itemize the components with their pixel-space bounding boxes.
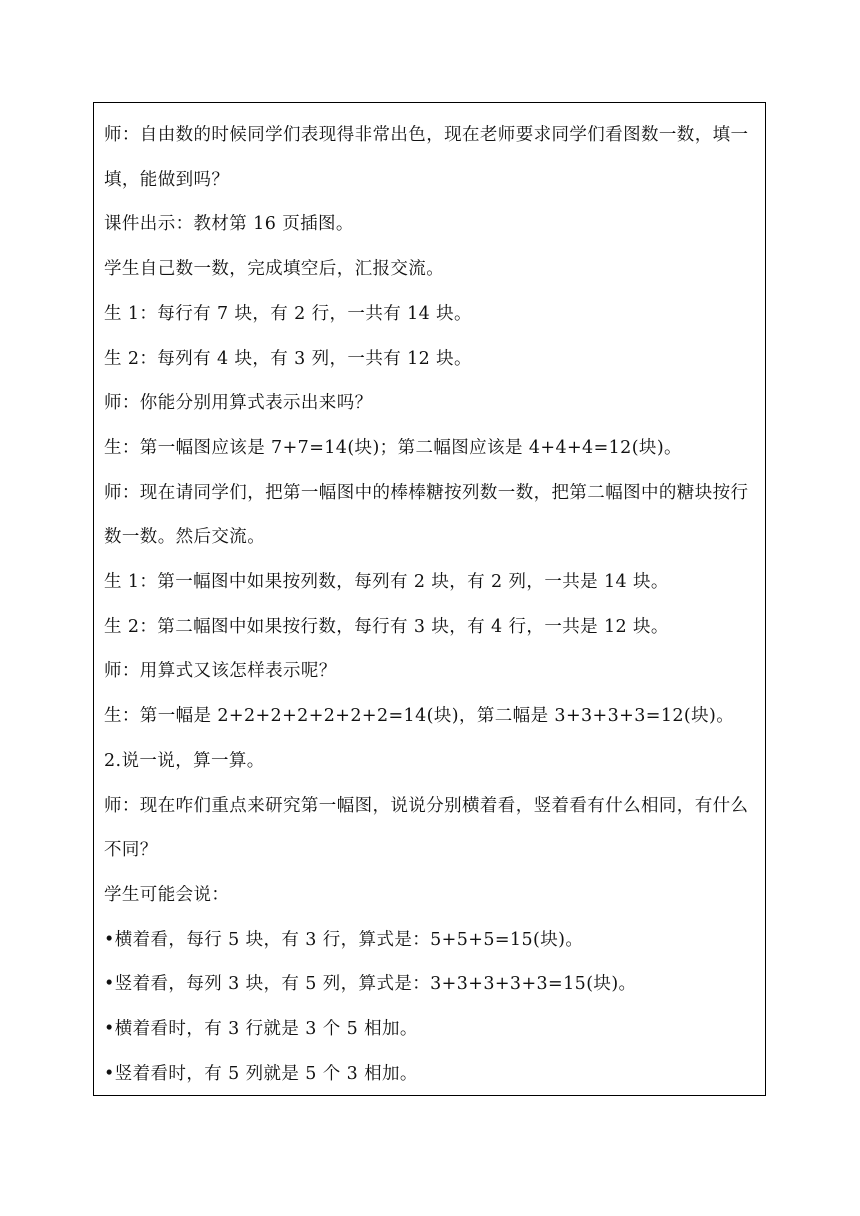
teacher-question: 师：你能分别用算式表示出来吗？ bbox=[104, 393, 373, 414]
teacher-instruction: 师：现在请同学们，把第一幅图中的棒棒糖按列数一数，把第二幅图中的糖块按行数一数。然后交流。 bbox=[104, 482, 749, 548]
student-might-say: 学生可能会说： bbox=[104, 884, 230, 905]
student-activity: 学生自己数一数，完成填空后，汇报交流。 bbox=[104, 259, 445, 280]
bullet-horizontal-view: •横着看，每行 5 块，有 3 行，算式是：5+5+5=15(块)。 bbox=[104, 929, 584, 950]
student-2-row-count: 生 2：第二幅图中如果按行数，每行有 3 块，有 4 行，一共是 12 块。 bbox=[104, 616, 669, 637]
bullet-horizontal-summary: •横着看时，有 3 行就是 3 个 5 相加。 bbox=[104, 1019, 418, 1040]
teacher-compare-question: 师：现在咋们重点来研究第一幅图，说说分别横着看，竖着看有什么相同，有什么不同？ bbox=[104, 795, 749, 861]
lesson-text-box bbox=[93, 102, 766, 1096]
student-2-answer: 生 2：每列有 4 块，有 3 列，一共有 12 块。 bbox=[104, 348, 472, 369]
student-formula-answer: 生：第一幅图应该是 7+7=14(块)；第二幅图应该是 4+4+4=12(块)。 bbox=[104, 437, 682, 458]
section-heading: 2.说一说，算一算。 bbox=[104, 750, 265, 771]
bullet-vertical-view: •竖着看，每列 3 块，有 5 列，算式是：3+3+3+3+3=15(块)。 bbox=[104, 974, 637, 995]
student-1-answer: 生 1：每行有 7 块，有 2 行，一共有 14 块。 bbox=[104, 303, 472, 324]
student-addition-formulas: 生：第一幅是 2+2+2+2+2+2+2=14(块)，第二幅是 3+3+3+3=12(块)。 bbox=[104, 706, 735, 727]
teacher-formula-question: 师：用算式又该怎样表示呢？ bbox=[104, 661, 337, 682]
student-1-column-count: 生 1：第一幅图中如果按列数，每列有 2 块，有 2 列，一共是 14 块。 bbox=[104, 572, 669, 593]
dialogue-teacher-intro: 师：自由数的时候同学们表现得非常出色，现在老师要求同学们看图数一数，填一填，能做到吗？ bbox=[104, 125, 749, 190]
bullet-vertical-summary: •竖着看时，有 5 列就是 5 个 3 相加。 bbox=[104, 1063, 418, 1084]
courseware-note: 课件出示：教材第 16 页插图。 bbox=[104, 214, 354, 235]
